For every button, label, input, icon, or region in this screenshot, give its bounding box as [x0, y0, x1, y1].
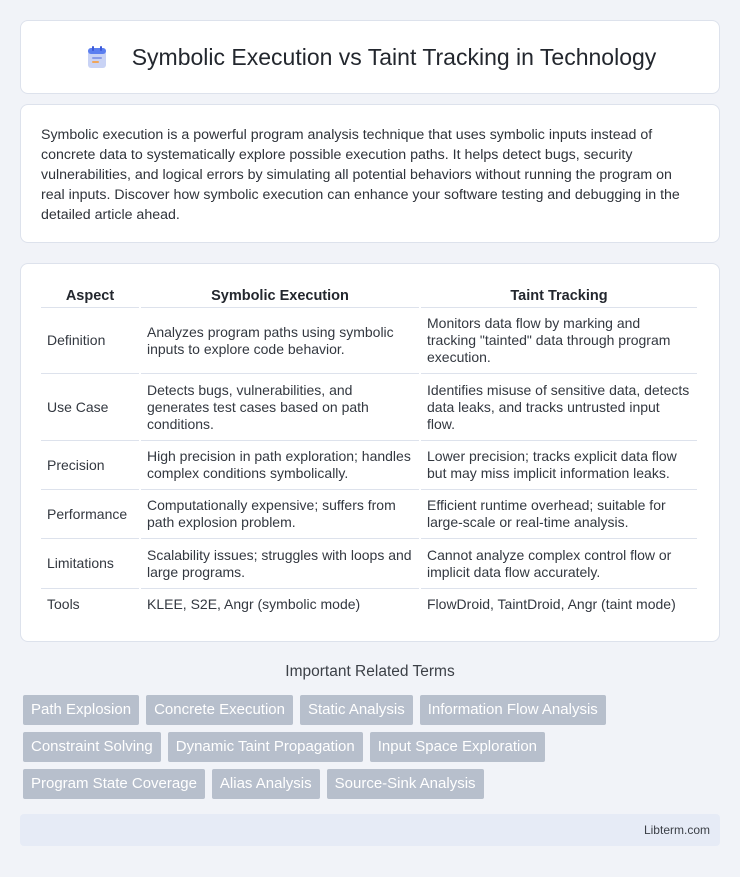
intro-text: Symbolic execution is a powerful program analysis technique that uses symbolic inputs instead of concrete data to systematically explore possible execution paths. It helps detect bugs, security vulnerabilities, and logical errors by simulating all potential behaviors without running the program on real inputs. Discover how symbolic execution can enhance your software testing and debugging in the detailed article ahead.: [41, 127, 680, 223]
symbolic-cell: Computationally expensive; suffers from path explosion problem.: [141, 490, 419, 539]
calendar-document-icon: [84, 44, 110, 70]
table-row: [41, 308, 697, 374]
taint-cell: Efficient runtime overhead; suitable for large-scale or real-time analysis.: [421, 490, 697, 539]
taint-cell: Monitors data flow by marking and tracking "tainted" data through program execution.: [421, 308, 697, 374]
table-row: [41, 374, 697, 441]
intro-card: [20, 104, 720, 243]
aspect-cell: Tools: [47, 595, 80, 612]
taint-cell: Lower precision; tracks explicit data flow but may miss implicit information leaks.: [421, 441, 697, 490]
tag-path-explosion[interactable]: Path Explosion: [23, 695, 139, 725]
symbolic-cell: Analyzes program paths using symbolic inputs to explore code behavior.: [141, 308, 419, 374]
page-title: Symbolic Execution vs Taint Tracking in Technology: [131, 43, 657, 70]
tag-concrete-execution[interactable]: Concrete Execution: [146, 695, 293, 725]
column-header-symbolic: Symbolic Execution: [141, 284, 419, 308]
comparison-card: [20, 263, 720, 642]
tag-alias-analysis[interactable]: Alias Analysis: [212, 769, 320, 799]
header-card: [20, 20, 720, 94]
aspect-cell: Definition: [41, 308, 139, 374]
taint-cell: FlowDroid, TaintDroid, Angr (taint mode): [427, 595, 676, 612]
related-terms-list: [23, 695, 723, 806]
related-terms-heading: Important Related Terms: [285, 663, 455, 680]
table-row: [41, 490, 697, 539]
tag-information-flow-analysis[interactable]: Information Flow Analysis: [420, 695, 606, 725]
tag-row: [23, 732, 723, 762]
taint-cell: Cannot analyze complex control flow or implicit data flow accurately.: [421, 539, 697, 589]
symbolic-cell: KLEE, S2E, Angr (symbolic mode): [147, 595, 361, 612]
column-header-aspect: Aspect: [41, 284, 139, 308]
symbolic-cell: Detects bugs, vulnerabilities, and generates test cases based on path conditions.: [141, 374, 419, 441]
tag-row: [23, 769, 723, 799]
tag-input-space-exploration[interactable]: Input Space Exploration: [370, 732, 545, 762]
tag-program-state-coverage[interactable]: Program State Coverage: [23, 769, 205, 799]
column-header-taint: Taint Tracking: [421, 284, 697, 308]
aspect-cell: Precision: [41, 441, 139, 490]
aspect-cell: Limitations: [41, 539, 139, 589]
table-row: [41, 539, 697, 589]
comparison-table: [39, 284, 699, 619]
tag-constraint-solving[interactable]: Constraint Solving: [23, 732, 161, 762]
tag-source-sink-analysis[interactable]: Source-Sink Analysis: [327, 769, 484, 799]
tag-dynamic-taint-propagation[interactable]: Dynamic Taint Propagation: [168, 732, 363, 762]
tag-static-analysis[interactable]: Static Analysis: [300, 695, 413, 725]
aspect-cell: Use Case: [41, 374, 139, 441]
symbolic-cell: Scalability issues; struggles with loops and large programs.: [141, 539, 419, 589]
taint-cell: Identifies misuse of sensitive data, detects data leaks, and tracks untrusted input flow.: [421, 374, 697, 441]
tag-row: [23, 695, 723, 725]
footer-site-link[interactable]: Libterm.com: [643, 823, 710, 837]
aspect-cell: Performance: [41, 490, 139, 539]
table-row: [41, 589, 697, 619]
table-row: [41, 441, 697, 490]
symbolic-cell: High precision in path exploration; handles complex conditions symbolically.: [141, 441, 419, 490]
footer: [20, 814, 720, 846]
